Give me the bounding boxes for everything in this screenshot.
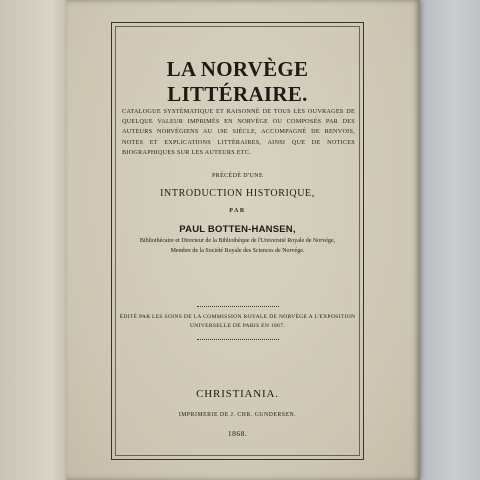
edited-line-1: ÉDITÉ PAR LES SOINS DE LA COMMISSION ROYALE DE NORVÈGE A L'EXPOSITION [119,314,356,320]
book-description: CATALOGUE SYSTÉMATIQUE ET RAISONNÉ DE TOUS LES OUVRAGES DE QUELQUE VALEUR IMPRIMÉS EN NORVÈGE OU COMPOSÉS PAR DES AUTEURS NORVÉGIENS AU 19E SIÈCLE, ACCOMPAGNÉ DE RENVOIS, NOTES ET EXPLICATIONS LITTÉRAIRES, AINSI QUE DE NOTICES BIOGRAPHIQUES SUR LES AUTEURS ETC. [122,108,355,156]
background-surface [418,0,480,480]
edited-line-2: UNIVERSELLE DE PARIS EN 1867. [189,323,286,329]
printer-name: IMPRIMERIE DE J. CHR. GUNDERSEN. [178,412,297,418]
dotted-rule-bottom [197,339,279,340]
decorative-border [111,22,364,460]
edited-by-note [112,313,363,331]
preceded-by-label: PRÉCÉDÉ D'UNE [211,173,264,179]
publication-place: CHRISTIANIA. [196,388,279,400]
author-role-librarian: Bibliothécaire et Directeur de la Bibliothèque de l'Université Royale de Norvége, [139,238,336,244]
title-page [66,0,420,480]
author-name: PAUL BOTTEN-HANSEN, [179,224,296,235]
publication-year: 1868. [227,429,248,438]
by-label: PAR [229,208,246,214]
introduction-label: INTRODUCTION HISTORIQUE, [160,188,315,199]
dotted-rule-top [197,306,279,307]
author-role-society: Membre de la Société Royale des Sciences de Norvége. [170,248,305,254]
adjacent-page-left [0,0,74,480]
book-title: LA NORVÈGE LITTÉRAIRE. [166,57,309,106]
